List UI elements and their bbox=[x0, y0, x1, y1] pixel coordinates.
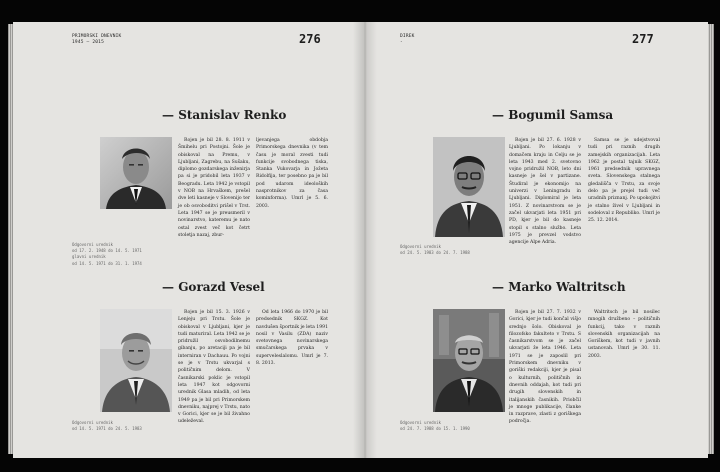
right-header-line1: DIREK bbox=[400, 34, 415, 39]
right-header bbox=[400, 34, 415, 46]
profile-name: — Bogumil Samsa bbox=[492, 108, 614, 122]
bio-text: ljevanjega obdobja Primorskega dnevnika (v tem času je moral zvesti tudi funkcije svobodnega tiska, Stanka Vukovarja in Jožeta Ridolfija, ter posebno pa je bil pod udarom ideoloških nasprotnikov za časa kominforma). Umrl je 5. 6. 2003. bbox=[256, 138, 328, 209]
profile-meta bbox=[400, 244, 470, 256]
page-edges-right bbox=[708, 24, 714, 454]
meta-line: od 24. 7. 1988 do 15. 1. 1990 bbox=[400, 426, 470, 432]
meta-line: glavni urednik bbox=[72, 254, 106, 260]
profile-meta bbox=[400, 420, 470, 432]
profile-bio-col1 bbox=[509, 137, 581, 246]
left-header-line2: 1945 – 2015 bbox=[72, 40, 105, 45]
bio-text: Rojen je bil 28. 8. 1911 v Šmihelu pri Postojni. Šole je obiskoval na Premu, v Ljubljani, Zagrebu, na Sušaku, diplomo gozdarskega inženirja pa si je pridobil leta 1937 v Beogradu. Leta 1942 je vstopil v NOB na Hrvaškem, prešel dve leti kasneje v Slovenijo ter je ob osvoboditvi prišel v Trst. Leta 1947 se je preusmeril v novinarstvo, kateremu je nato ostal zvest več kot četrt stoletja nazaj, zbur- bbox=[178, 138, 250, 238]
meta-line: od 14. 5. 1971 do 24. 5. 1983 bbox=[72, 426, 142, 432]
bio-text: Rojen je bil 27. 7. 1932 v Gorici, kjer je tudi končal višjo srednjo šolo. Obiskoval je filozofsko fakulteto v Trstu. S časnikarstvom se je začel ukvarjati že leta 1946. Leta 1971 se je zaposlil pri Primorskem dnevniku v goriški redakciji, kjer je pisal o kulturnih, političnih in dnevnih oddajah, kot tudi pri drugih slovenskih in italijanskih časnikih. Priobčil je mnoge publikacije, članke in razprave, zlasti z goriškega področja. bbox=[509, 310, 581, 425]
bio-text: Samsa se je udejstvoval tudi pri raznih drugih zamejskih organizacijah. Leta 1962 je postal tajnik SKGZ, 1961 predsednik upravnega sveta. Slovenskega stalnega gledališča v Trstu, za svoje delo pa je prejel tudi več uradnih priznanj. Po upokojitvi je stalno živel v Ljubljani in sodeloval z Republiko. Umrl je 25. 12. 2014. bbox=[588, 138, 660, 224]
bio-text: Rojen je bil 15. 3. 1926 v Lenjeju pri Trstu. Šole je obiskoval v Ljubljani, kjer je tudi maturiral. Leta 1942 se je pridružil osvobodilnemu gibanju, po aretaciji pa je bil interniran v Dachauu. Po vojni se je v Trstu ukvarjal s političnim delom. V časnikarski poklic je vstopil leta 1947 kot odgovorni urednik Glasa mladih, od leta 1949 pa je bil pri Primorskem dnevniku, najprej v Trstu, nato v Gorici, kjer se je bil živahno udeleževal. bbox=[178, 310, 250, 425]
profile-name: — Marko Waltritsch bbox=[492, 280, 626, 294]
profile-bio-col1 bbox=[178, 137, 250, 239]
portrait-photo bbox=[100, 309, 172, 412]
profile-bio-col2 bbox=[256, 309, 328, 367]
meta-line: Odgovorni urednik bbox=[400, 420, 441, 425]
profile-bio-col1 bbox=[509, 309, 581, 426]
bio-text: Waltritsch je bil nosilec mnogih družbeno – političnih funkcij, tako v raznih slovenskih organizacijah na Goriškem, kot tudi v javnih ustanovah. Umrl je 30. 11. 2003. bbox=[588, 310, 660, 359]
meta-line: Odgovorni urednik bbox=[400, 244, 441, 249]
left-header-line1: PRIMORSKI DNEVNIK bbox=[72, 34, 122, 39]
profile-name-text: Gorazd Vesel bbox=[178, 280, 265, 294]
book-gutter bbox=[353, 22, 377, 458]
meta-line: Odgovorni urednik bbox=[72, 242, 113, 247]
portrait-photo bbox=[100, 137, 172, 209]
profile-name: — Stanislav Renko bbox=[162, 108, 287, 122]
profile-bio-col2 bbox=[588, 137, 660, 225]
profile-bio-col1 bbox=[178, 309, 250, 426]
meta-line: od 17. 2. 1948 do 14. 5. 1971 bbox=[72, 248, 142, 254]
profile-bio-col2 bbox=[588, 309, 660, 360]
meta-line: Odgovorni urednik bbox=[72, 420, 113, 425]
profile-meta bbox=[72, 420, 142, 432]
profile-name-text: Bogumil Samsa bbox=[508, 108, 614, 122]
profile-bio-col2 bbox=[256, 137, 328, 210]
right-header-line2: - bbox=[400, 40, 403, 45]
bio-text: Od leta 1966 do 1970 je bil predsednik SKGZ. Kot navdušen športnik je leta 1991 nosil v Vasilu (ZDA) naziv svetovnega novinarskega smučarskega prvaka v superveleslalomu. Umrl je 7. 8. 2013. bbox=[256, 310, 328, 367]
profile-name-text: Stanislav Renko bbox=[178, 108, 287, 122]
meta-line: od 14. 5. 1971 do 31. 1. 1974 bbox=[72, 260, 142, 266]
profile-meta bbox=[72, 242, 142, 267]
profile-name-text: Marko Waltritsch bbox=[508, 280, 626, 294]
bio-text: Rojen je bil 27. 6. 1928 v Ljubljani. Po lokanju v domačem kraju in Celju se je leta 1943 med 2. svetovno vojno pridružil NOB, leto dni kasneje je šel v partizane. Študiral je ekonomijo na univerzi v Leningradu in Ljubljani. Diplomiral je leta 1951. Z novinarstvom se je začel ukvarjati leta 1951 pri PD, kjer je bil do kasneje stopil s stalno službo. Leta 1975 je prevzel vodstvo agencije Alpe Adria. bbox=[509, 138, 581, 246]
profile-name: — Gorazd Vesel bbox=[162, 280, 265, 294]
meta-line: od 24. 5. 1983 do 24. 7. 1988 bbox=[400, 250, 470, 256]
portrait-photo bbox=[433, 309, 505, 412]
portrait-photo bbox=[433, 137, 505, 237]
left-page-number: 276 bbox=[299, 32, 321, 46]
left-header bbox=[72, 34, 121, 46]
right-page-number: 277 bbox=[632, 32, 654, 46]
